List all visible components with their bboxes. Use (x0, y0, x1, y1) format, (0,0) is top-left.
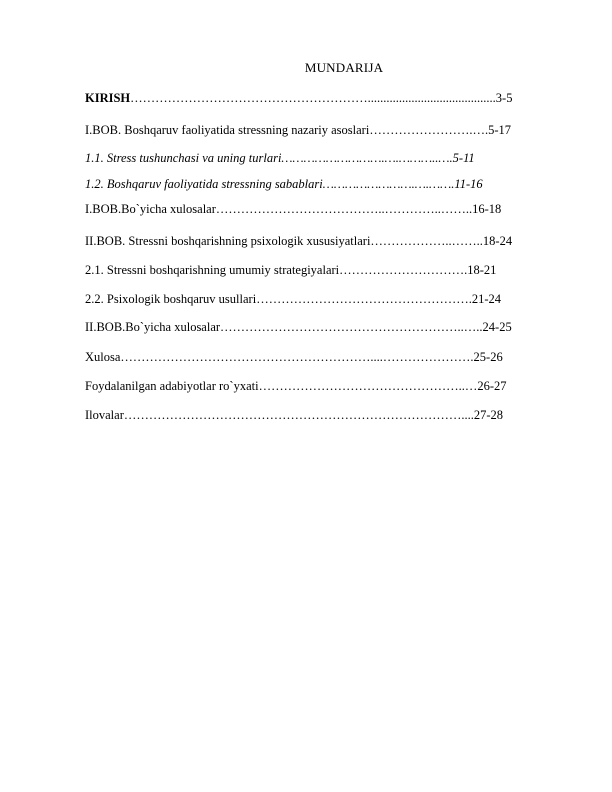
toc-leader: ……………………………………………………………………….... (123, 408, 474, 422)
toc-entry-label: I.BOB. Boshqaruv faoliyatida stressning nazariy asoslari (85, 123, 370, 137)
toc-entry-chapter-1 (85, 123, 511, 138)
toc-leader: ……………………………………………………....…………………. (120, 350, 474, 364)
toc-entry-label: Foydalanilgan adabiyotlar ro`yxati (85, 379, 259, 393)
toc-entry-label: 2.1. Stressni boshqarishning umumiy strategiyalari (85, 263, 340, 277)
toc-entry-label: 1.2. Boshqaruv faoliyatida stressning sabablari (85, 177, 323, 191)
toc-page-range: 18-24 (482, 234, 513, 248)
toc-entry-kirish (85, 91, 512, 106)
toc-leader: ………………..…….. (370, 234, 483, 248)
toc-page-range: 11-16 (454, 177, 483, 191)
toc-entry-label: Xulosa (85, 350, 121, 364)
toc-page-range: 3-5 (495, 91, 513, 105)
toc-entry-section-2-1 (85, 263, 496, 278)
toc-title: MUNDARIJA (304, 60, 384, 75)
toc-entry-label: II.BOB.Bo`yicha xulosalar (85, 320, 221, 334)
toc-entry-label: Ilovalar (85, 408, 124, 422)
toc-page-range: 18-21 (467, 263, 497, 277)
toc-entry-chapter-2 (85, 234, 512, 249)
toc-page-range: 25-26 (473, 350, 503, 364)
toc-entry-chapter-2-summary (85, 320, 512, 335)
toc-entry-ilovalar (85, 408, 503, 423)
toc-leader: …………………………………..…………..…….. (215, 202, 473, 216)
toc-entry-section-2-2 (85, 292, 501, 307)
toc-page-range: 26-27 (477, 379, 507, 393)
toc-page-range: 16-18 (472, 202, 502, 216)
toc-entry-section-1-2 (85, 177, 483, 192)
toc-leader: …………………………………………………..….. (220, 320, 483, 334)
toc-leader: …………………….….……. (322, 177, 455, 191)
toc-leader: …………………………. (339, 263, 468, 277)
toc-page-range: 24-25 (482, 320, 512, 334)
toc-page-range: 27-28 (473, 408, 504, 422)
toc-entry-chapter-1-summary (85, 202, 501, 217)
toc-page-range: 5-11 (452, 151, 475, 165)
toc-page-range: 5-17 (488, 123, 511, 137)
toc-entry-section-1-1 (85, 151, 475, 166)
toc-entry-label: I.BOB.Bo`yicha xulosalar (85, 202, 216, 216)
toc-leader: …………………….…. (369, 123, 489, 137)
toc-leader: …………………………………………..… (258, 379, 478, 393)
toc-entry-label: KIRISH (85, 91, 131, 105)
toc-leader: …………………………………………………......................................... (130, 91, 496, 105)
toc-leader: ……………………….….………..…. (281, 151, 453, 165)
toc-entry-label: 1.1. Stress tushunchasi va uning turlari (85, 151, 282, 165)
toc-entry-label: 2.2. Psixologik boshqaruv usullari (85, 292, 257, 306)
toc-entry-references (85, 379, 506, 394)
toc-entry-xulosa (85, 350, 503, 365)
toc-page-range: 21-24 (471, 292, 501, 306)
toc-leader: ……………………………………………. (256, 292, 472, 306)
toc-entry-label: II.BOB. Stressni boshqarishning psixologik xususiyatlari (85, 234, 371, 248)
